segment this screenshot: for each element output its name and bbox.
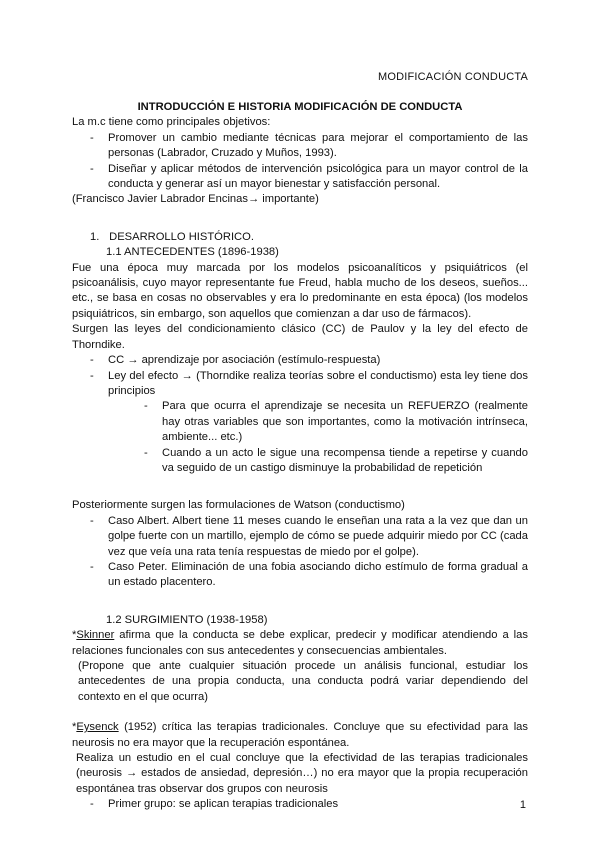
paragraph: Realiza un estudio en el cual concluye que la efectividad de las terapias tradicionales (neurosis → estados de ansiedad, depresión…) no era mayor que la propia recuperación espontánea tras observar dos grupos con neurosis bbox=[76, 752, 528, 795]
section-title: DESARROLLO HISTÓRICO. bbox=[109, 230, 254, 243]
page-header: MODIFICACIÓN CONDUCTA bbox=[377, 71, 528, 83]
section-number: 1. bbox=[90, 230, 100, 243]
subsection-heading-surgimiento: 1.2 SURGIMIENTO (1938-1958) bbox=[106, 613, 268, 626]
author-name: Eysenck bbox=[76, 721, 119, 734]
author-name: Skinner bbox=[76, 629, 115, 642]
list-item: - Cuando a un acto le sigue una recompensa tiende a repetirse y cuando va seguido de un castigo disminuye la probabilidad de repetición bbox=[162, 446, 528, 477]
paragraph: Fue una época muy marcada por los modelos psicoanalíticos y psiquiátricos (el psicoanálisis, cuyo mayor representante fue Freud, habla mucho de los deseos, sueños... etc., se basa en cosas no observables y era lo predominante en esta época) (los modelos psiquiátricos, sin embargo, son aquellos que comienzan a dar uso de fármacos). bbox=[72, 261, 528, 320]
asterisk: * bbox=[72, 721, 77, 734]
list-item: - Diseñar y aplicar métodos de intervención psicológica para un mayor control de la conducta y generar así un mayor bienestar y satisfacción personal. bbox=[108, 162, 528, 193]
paragraph: Posteriormente surgen las formulaciones de Watson (conductismo) bbox=[72, 499, 405, 512]
list-item: - CC → aprendizaje por asociación (estímulo-respuesta) bbox=[108, 353, 528, 368]
paragraph-text: (1952) crítica las terapias tradicionales. Concluye que su efectividad para las neurosis no era mayor que la recuperación espontánea. bbox=[72, 721, 528, 749]
watson-cases-list bbox=[72, 514, 528, 591]
conditioning-list bbox=[72, 353, 528, 476]
list-item bbox=[108, 369, 528, 477]
list-item: - Caso Albert. Albert tiene 11 meses cuando le enseñan una rata a la vez que dan un golpe fuerte con un martillo, ejemplo de cómo se puede adquirir miedo por CC (cada vez que veía una rata tenía respuestas de miedo por el golpe). bbox=[108, 514, 528, 560]
section-heading bbox=[72, 230, 528, 245]
asterisk: * bbox=[72, 629, 77, 642]
intro-note: (Francisco Javier Labrador Encinas→ importante) bbox=[72, 193, 319, 206]
law-principles-list bbox=[108, 399, 528, 476]
list-item: - Primer grupo: se aplican terapias tradicionales bbox=[108, 797, 528, 812]
page-number: 1 bbox=[519, 799, 526, 811]
page-content bbox=[72, 100, 528, 813]
list-item: - Promover un cambio mediante técnicas para mejorar el comportamiento de las personas (Labrador, Cruzado y Muños, 1993). bbox=[108, 131, 528, 162]
list-item-text: Ley del efecto → (Thorndike realiza teorías sobre el conductismo) esta ley tiene dos principios bbox=[108, 369, 528, 397]
list-item: - Caso Peter. Eliminación de una fobia asociando dicho estímulo de forma gradual a un estado placentero. bbox=[108, 560, 528, 591]
list-item: - Para que ocurra el aprendizaje se necesita un REFUERZO (realmente hay otras variables que son importantes, como la motivación intrínseca, ambiente... etc.) bbox=[162, 399, 528, 445]
paragraph: (Propone que ante cualquier situación procede un análisis funcional, estudiar los antecedentes de una propia conducta, una conducta podrá variar dependiendo del contexto en el que ocurra) bbox=[78, 660, 528, 703]
groups-list bbox=[72, 797, 528, 812]
paragraph-eysenck bbox=[72, 720, 528, 751]
paragraph-text: afirma que la conducta se debe explicar, predecir y modificar atendiendo a las relaciones funcionales con sus antecedentes y consecuencias ambientales. bbox=[72, 629, 528, 657]
paragraph: Surgen las leyes del condicionamiento clásico (CC) de Paulov y la ley del efecto de Thorndike. bbox=[72, 323, 528, 351]
paragraph-skinner bbox=[72, 628, 528, 659]
intro-objectives-list bbox=[72, 131, 528, 193]
subsection-heading-antecedentes: 1.1 ANTECEDENTES (1896-1938) bbox=[106, 246, 279, 259]
intro-lead: La m.c tiene como principales objetivos: bbox=[72, 116, 271, 129]
document-title: INTRODUCCIÓN E HISTORIA MODIFICACIÓN DE CONDUCTA bbox=[137, 101, 463, 113]
